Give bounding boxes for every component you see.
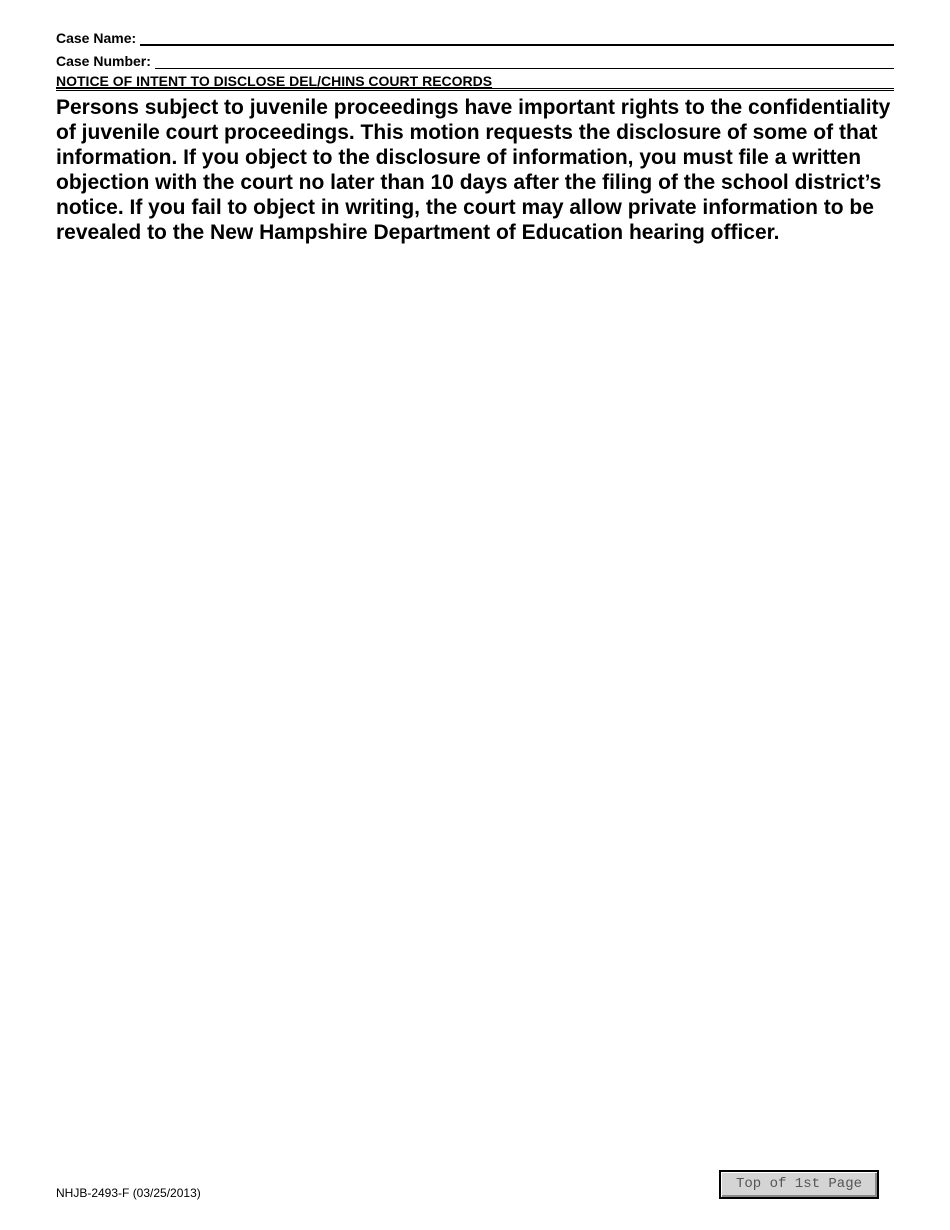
case-number-row — [56, 51, 894, 69]
case-number-field[interactable] — [155, 52, 894, 69]
title-divider-bottom — [56, 90, 894, 91]
case-name-label: Case Name: — [56, 30, 137, 46]
notice-title: NOTICE OF INTENT TO DISCLOSE DEL/CHINS COURT RECORDS — [56, 73, 493, 89]
title-divider-top — [56, 88, 894, 89]
case-name-row — [56, 28, 894, 46]
case-number-label: Case Number: — [56, 53, 151, 69]
case-name-field[interactable] — [140, 28, 894, 46]
top-of-first-page-button[interactable]: Top of 1st Page — [719, 1170, 879, 1199]
form-code: NHJB-2493-F (03/25/2013) — [56, 1186, 201, 1200]
notice-body-text: Persons subject to juvenile proceedings have important rights to the confidentiality of juvenile court proceedings. This motion requests the disclosure of some of that information. If you object to the disclosure of information, you must file a written objection with the court no later than 10 days after the filing of the school district’s notice. If you fail to object in writing, the court may allow private information to be revealed to the New Hampshire Department of Education hearing officer. — [56, 96, 891, 244]
